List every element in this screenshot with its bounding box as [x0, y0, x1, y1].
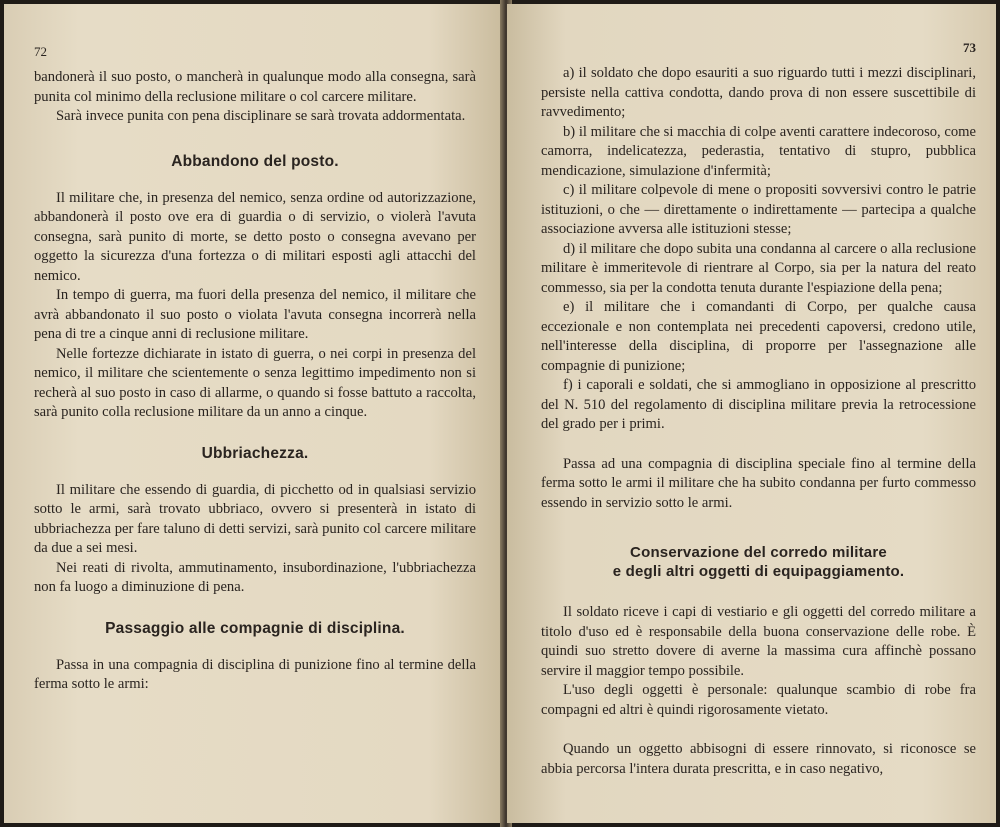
paragraph: L'uso degli oggetti è personale: qualunque scambio di robe fra compagni ed altri è quindi rigorosamente vietato. — [541, 682, 976, 718]
list-item: c) il militare colpevole di mene o propositi sovversivi contro le patrie istituzioni, o che — direttamente o indirettamente — partecipa a qualche associazione avversa alle istituzioni stesse; — [541, 182, 976, 237]
page-number-right: 73 — [963, 40, 976, 55]
paragraph: Passa ad una compagnia di disciplina speciale fino al termine della ferma sotto le armi il militare che ha subito condanna per furto commesso essendo in servizio sotto le armi. — [541, 455, 976, 511]
paragraph: Sarà invece punita con pena disciplinare se sarà trovata addormentata. — [56, 108, 466, 124]
spacer — [541, 435, 976, 455]
paragraph: Quando un oggetto abbisogni di essere rinnovato, si riconosce se abbia percorsa l'intera durata prescritta, e in caso negativo, — [541, 741, 976, 777]
section-heading-ubbriachezza: Ubbriachezza. — [201, 444, 309, 462]
right-page — [507, 4, 996, 823]
paragraph: Passa in una compagnia di disciplina di punizione fino al termine della ferma sotto le armi: — [34, 656, 476, 692]
list-item: f) i caporali e soldati, che si ammogliano in opposizione al prescritto del N. 510 del regolamento di disciplina militare previa la retrocessione del grado per i primi. — [541, 377, 976, 432]
list-item: b) il militare che si macchia di colpe aventi carattere indecoroso, come camorra, indelicatezza, pederastia, tentativo di stupro, pubblica mendicazione, simulazione d'infermità; — [541, 123, 976, 179]
section-heading-passaggio: Passaggio alle compagnie di disciplina. — [105, 619, 405, 637]
list-item: e) il militare che i comandanti di Corpo, per qualche causa eccezionale e non contemplata nei precedenti capoversi, credono utile, nell'interesse della disciplina, di proporre per l'assegnazione alle compagnie di punizione; — [541, 299, 976, 374]
paragraph: Nei reati di rivolta, ammutinamento, insubordinazione, l'ubbriachezza non fa luogo a diminuzione di pena. — [34, 559, 476, 595]
list-item: a) il soldato che dopo esauriti a suo riguardo tutti i mezzi disciplinari, persiste nella cattiva condotta, dando prova di non essere suscettibile di ravvedimento; — [541, 65, 976, 120]
paragraph: In tempo di guerra, ma fuori della presenza del nemico, il militare che avrà abbandonato il suo posto o violata l'avuta consegna incorrerà nella pena di tre a cinque anni di reclusione militare. — [34, 287, 476, 342]
paragraph: Il militare che, in presenza del nemico, senza ordine od autorizzazione, abbandonerà il posto ove era di guardia o di servizio, o violerà l'avuta consegna, sarà punito di morte, se detto posto o consegna avevano per oggetto la sicurezza d'una fortezza o di militari esposti agli attacchi del nemico. — [34, 189, 476, 284]
paragraph: Il militare che essendo di guardia, di picchetto od in qualsiasi servizio sotto le armi, sarà trovato ubbriaco, ovvero si presenterà in istato di ubbriachezza per fare taluno di detti servizi, sarà punito col carcere militare da due a sei mesi. — [34, 481, 476, 556]
left-page — [4, 4, 504, 823]
heading-line: e degli altri oggetti di equipaggiamento. — [612, 563, 905, 580]
paragraph: bandonerà il suo posto, o mancherà in qualunque modo alla consegna, sarà punita col minimo della reclusione militare o col carcere militare. — [34, 69, 476, 105]
heading-line: Conservazione del corredo militare — [630, 544, 887, 561]
section-heading-abbandono: Abbandono del posto. — [171, 152, 339, 170]
paragraph: Nelle fortezze dichiarate in istato di guerra, o nei corpi in presenza del nemico, il militare che scientemente o senza legittimo impedimento non si recherà al suo posto in caso di allarme, o quando si fosse battuto a raccolta, sarà punito colla reclusione militare da un anno a cinque. — [34, 345, 476, 420]
list-item: d) il militare che dopo subita una condanna al carcere o alla reclusione militare è immeritevole di rientrare al Corpo, sia per la natura del reato commesso, sia per la condotta tenuta durante l'espiazione della pena; — [541, 240, 976, 296]
paragraph: Il soldato riceve i capi di vestiario e gli oggetti del corredo militare a titolo d'uso ed è responsabile della buona conservazione delle robe. È quindi suo stretto dovere di averne la massima cura affinchè possano servire il maggior tempo possibile. — [541, 604, 976, 679]
spacer — [541, 720, 976, 740]
page-number-left: 72 — [34, 44, 47, 59]
section-heading-conservazione — [541, 543, 976, 581]
